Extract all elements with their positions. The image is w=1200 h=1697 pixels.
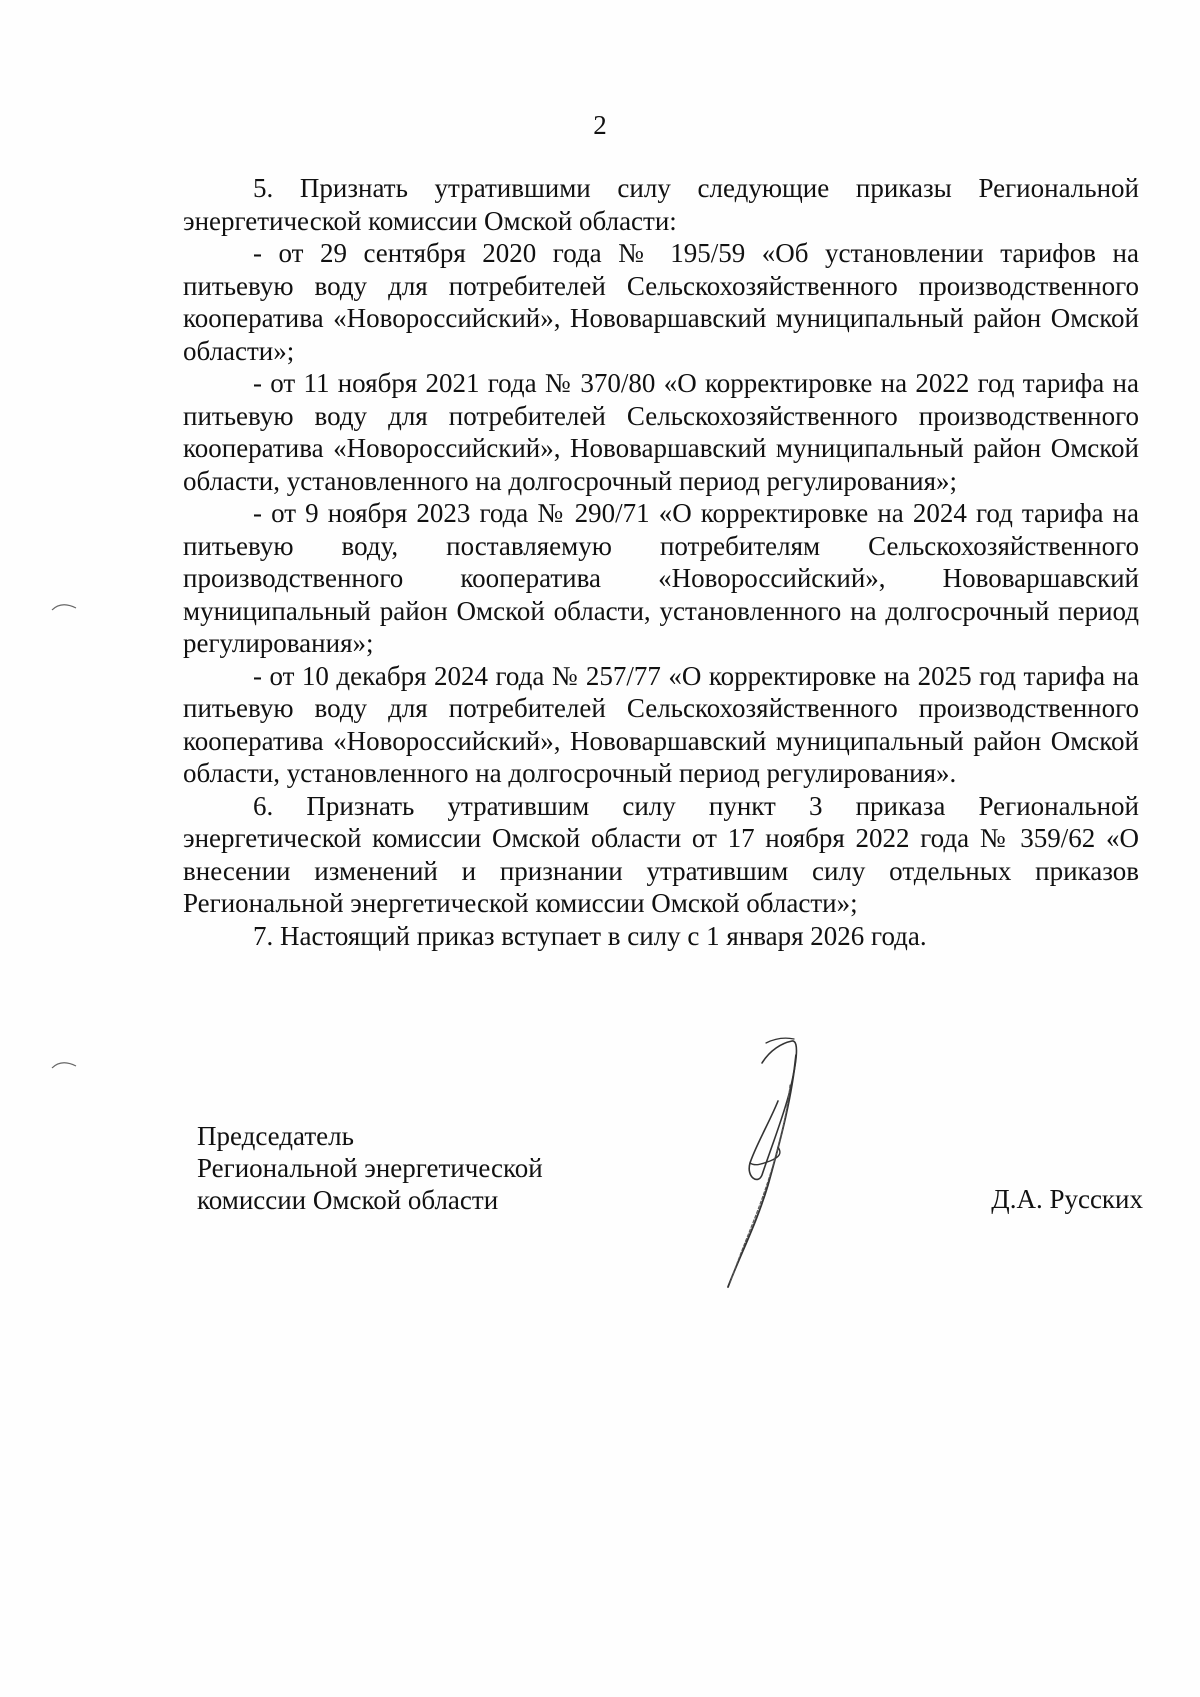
paragraph-item-7: 7. Настоящий приказ вступает в силу с 1 января 2026 года. xyxy=(253,920,927,951)
handwritten-signature xyxy=(700,1035,880,1295)
signatory-title-line-3: комиссии Омской области xyxy=(197,1185,499,1215)
paragraph-item-5: 5. Признать утратившими силу следующие приказы Региональной энергетической комиссии Омской области: xyxy=(183,173,1139,236)
page-number: 2 xyxy=(593,110,607,140)
signatory-title-line-1: Председатель xyxy=(197,1121,354,1151)
signatory-title xyxy=(197,1120,543,1216)
signer-name: Д.А. Русских xyxy=(991,1184,1143,1214)
document-body xyxy=(183,172,1139,952)
paragraph-order-290-71: - от 9 ноября 2023 года № 290/71 «О корректировке на 2024 год тарифа на питьевую воду, поставляемую потребителям Сельскохозяйственного производственного кооператива «Новороссийский», Нововаршавский муниципальный район Омской области, установленного на долгосрочный период регулирования»; xyxy=(183,498,1139,658)
paragraph-order-370-80: - от 11 ноября 2021 года № 370/80 «О корректировке на 2022 год тарифа на питьевую воду для потребителей Сельскохозяйственного производственного кооператива «Новороссийский», Нововаршавский муниципальный район Омской области, установленного на долгосрочный период регулирования»; xyxy=(183,368,1139,496)
paragraph-item-6: 6. Признать утратившим силу пункт 3 приказа Региональной энергетической комиссии Омской области от 17 ноября 2022 года № 359/62 «О внесении изменений и признании утратившим силу отдельных приказов Региональной энергетической комиссии Омской области»; xyxy=(183,790,1139,918)
paragraph-order-257-77: - от 10 декабря 2024 года № 257/77 «О корректировке на 2025 год тарифа на питьевую воду для потребителей Сельскохозяйственного производственного кооператива «Новороссийский», Нововаршавский муниципальный район Омской области, установленного на долгосрочный период регулирования». xyxy=(183,660,1139,788)
paragraph-order-195-59: - от 29 сентября 2020 года № 195/59 «Об установлении тарифов на питьевую воду для потребителей Сельскохозяйственного производственного кооператива «Новороссийский», Нововаршавский муниципальный район Омской области»; xyxy=(183,238,1139,366)
scan-artifact-mark xyxy=(50,600,78,614)
scan-artifact-mark xyxy=(50,1058,78,1072)
signatory-title-line-2: Региональной энергетической xyxy=(197,1153,543,1183)
